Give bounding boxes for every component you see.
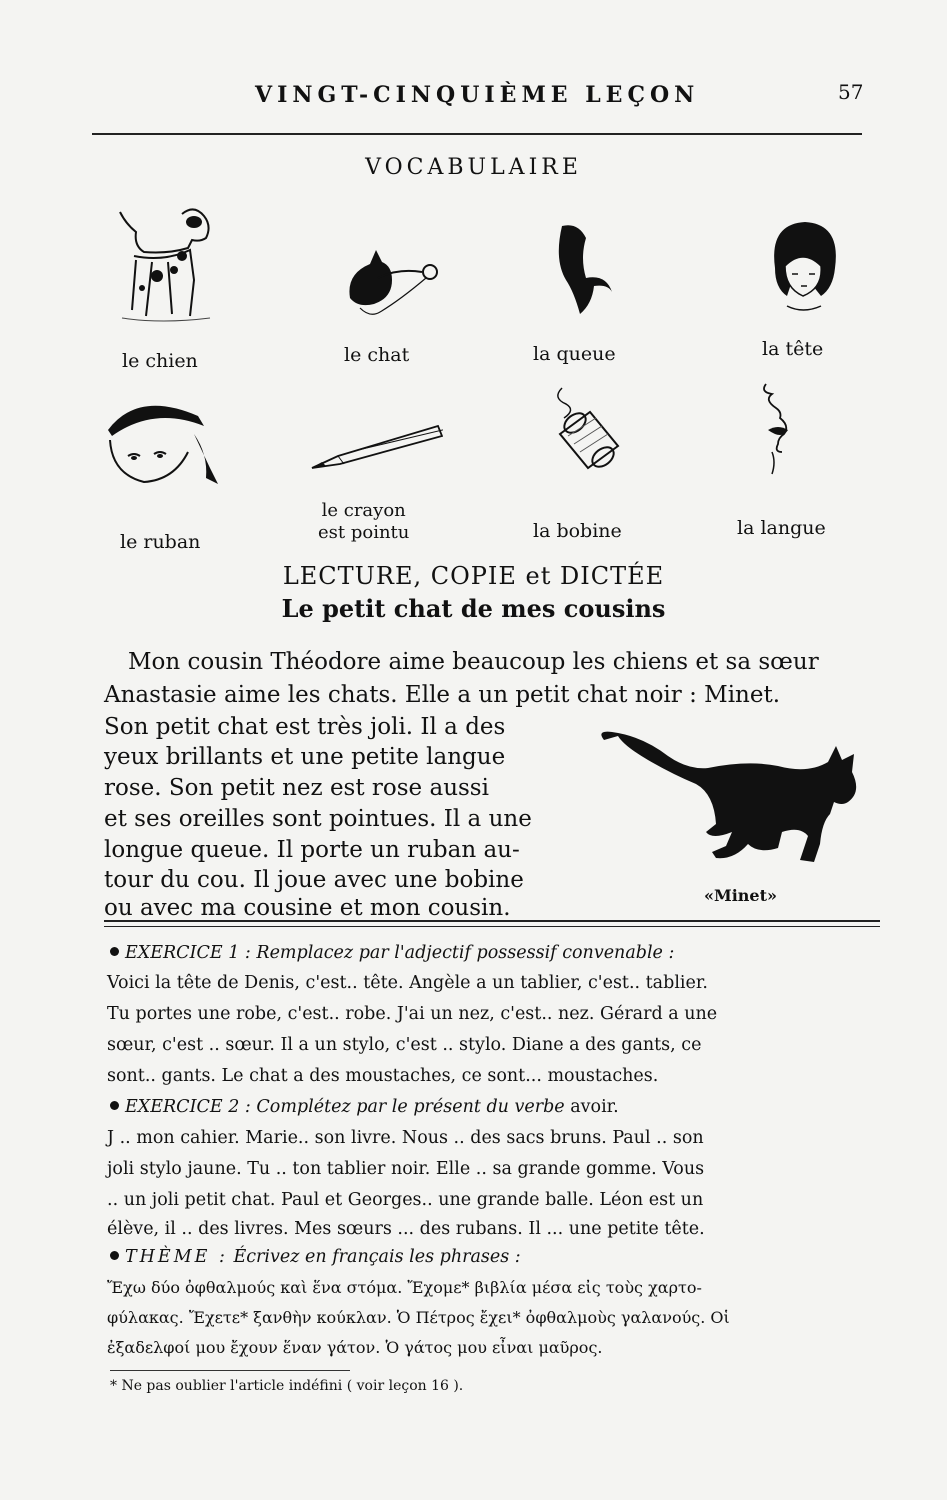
theme-greek-line: ἐξαδελφοί μου ἔχουν ἕναν γάτον. Ὁ γάτος μου εἶναι μαῦρος. [107, 1338, 603, 1357]
vocab-label-la-langue: la langue [737, 517, 826, 539]
footnote-rule [110, 1370, 350, 1371]
exercise-2-verb: avoir. [570, 1097, 619, 1117]
exercise-line: J .. mon cahier. Marie.. son livre. Nous .. des sacs bruns. Paul .. son [107, 1128, 704, 1148]
theme-instruction: Écrivez en français les phrases : [233, 1247, 521, 1267]
footnote: * Ne pas oublier l'article indéfini ( voir leçon 16 ). [110, 1378, 464, 1394]
minet-caption: «Minet» [704, 886, 777, 905]
lesson-header: VINGT-CINQUIÈME LEÇON [255, 82, 700, 108]
story-line: ou avec ma cousine et mon cousin. [104, 895, 511, 921]
story-line: rose. Son petit nez est rose aussi [104, 775, 489, 801]
exercise-2-instruction: Complétez par le présent du verbe [256, 1097, 565, 1117]
exercise-line: élève, il .. des livres. Mes sœurs ... des rubans. Il ... une petite tête. [107, 1219, 705, 1239]
section-double-rule [104, 920, 880, 927]
exercise-line: .. un joli petit chat. Paul et Georges.. une grande balle. Léon est un [107, 1190, 704, 1210]
girl-ribbon-icon [102, 390, 222, 490]
theme-greek-line: Ἔχω δύο ὀφθαλμούς καὶ ἕνα στόμα. Ἔχομε* βιβλία μέσα εἰς τοὺς χαρτο- [107, 1278, 702, 1297]
story-line: Mon cousin Théodore aime beaucoup les chiens et sa sœur [128, 649, 819, 675]
theme-label: THÈME : [125, 1247, 228, 1267]
black-cat-minet-illustration [598, 728, 860, 878]
exercise-1-heading [110, 938, 674, 969]
vocab-label-le-chien: le chien [122, 350, 198, 372]
exercise-line: joli stylo jaune. Tu .. ton tablier noir. Elle .. sa grande gomme. Vous [107, 1159, 705, 1179]
exercise-1-label: EXERCICE 1 : [125, 943, 251, 963]
vocab-label-le-crayon-line2: est pointu [318, 522, 410, 543]
story-line: Anastasie aime les chats. Elle a un petit chat noir : Minet. [104, 682, 781, 708]
story-line: et ses oreilles sont pointues. Il a une [104, 806, 532, 832]
exercise-line: Voici la tête de Denis, c'est.. tête. Angèle a un tablier, c'est.. tablier. [107, 973, 708, 993]
bullet-icon [110, 1101, 119, 1110]
header-rule [92, 133, 862, 135]
vocab-label-le-crayon-line1: le crayon [321, 500, 406, 521]
vocab-label-le-crayon [318, 500, 409, 544]
theme-greek-line: φύλακας. Ἔχετε* ξανθὴν κούκλαν. Ὁ Πέτρος ἔχει* ὀφθαλμοὺς γαλανούς. Οἱ [107, 1308, 730, 1327]
vocab-label-la-queue: la queue [533, 343, 616, 365]
vocab-label-le-ruban: le ruban [120, 531, 201, 553]
vocab-label-la-bobine: la bobine [533, 520, 622, 542]
bullet-icon [110, 1251, 119, 1260]
cat-playing-icon [330, 238, 445, 328]
bullet-icon [110, 947, 119, 956]
page-number: 57 [838, 80, 864, 104]
story-line: yeux brillants et une petite langue [104, 744, 506, 770]
story-line: tour du cou. Il joue avec une bobine [104, 867, 524, 893]
girl-head-icon [765, 218, 840, 318]
exercise-2-heading [110, 1092, 619, 1123]
story-line: longue queue. Il porte un ruban au- [104, 837, 520, 863]
exercise-line: Tu portes une robe, c'est.. robe. J'ai un nez, c'est.. nez. Gérard a une [107, 1004, 718, 1024]
story-line: Son petit chat est très joli. Il a des [104, 714, 506, 740]
vocab-label-la-tete: la tête [762, 338, 824, 360]
exercise-line: sont.. gants. Le chat a des moustaches, ce sont... moustaches. [107, 1066, 659, 1086]
exercise-1-instruction: Remplacez par l'adjectif possessif convenable : [256, 943, 675, 963]
tongue-icon [758, 378, 798, 478]
cat-tail-icon [548, 222, 618, 317]
story-title: Le petit chat de mes cousins [281, 594, 666, 623]
theme-heading [110, 1242, 521, 1273]
lecture-section-title: LECTURE, COPIE et DICTÉE [282, 562, 665, 590]
vocab-label-le-chat: le chat [344, 344, 410, 366]
exercise-2-label: EXERCICE 2 : [125, 1097, 251, 1117]
pencil-icon [308, 420, 443, 472]
vocabulary-title: VOCABULAIRE [365, 155, 582, 180]
spool-icon [540, 384, 620, 484]
exercise-line: sœur, c'est .. sœur. Il a un stylo, c'est .. stylo. Diane a des gants, ce [107, 1035, 702, 1055]
dog-icon [112, 200, 222, 330]
